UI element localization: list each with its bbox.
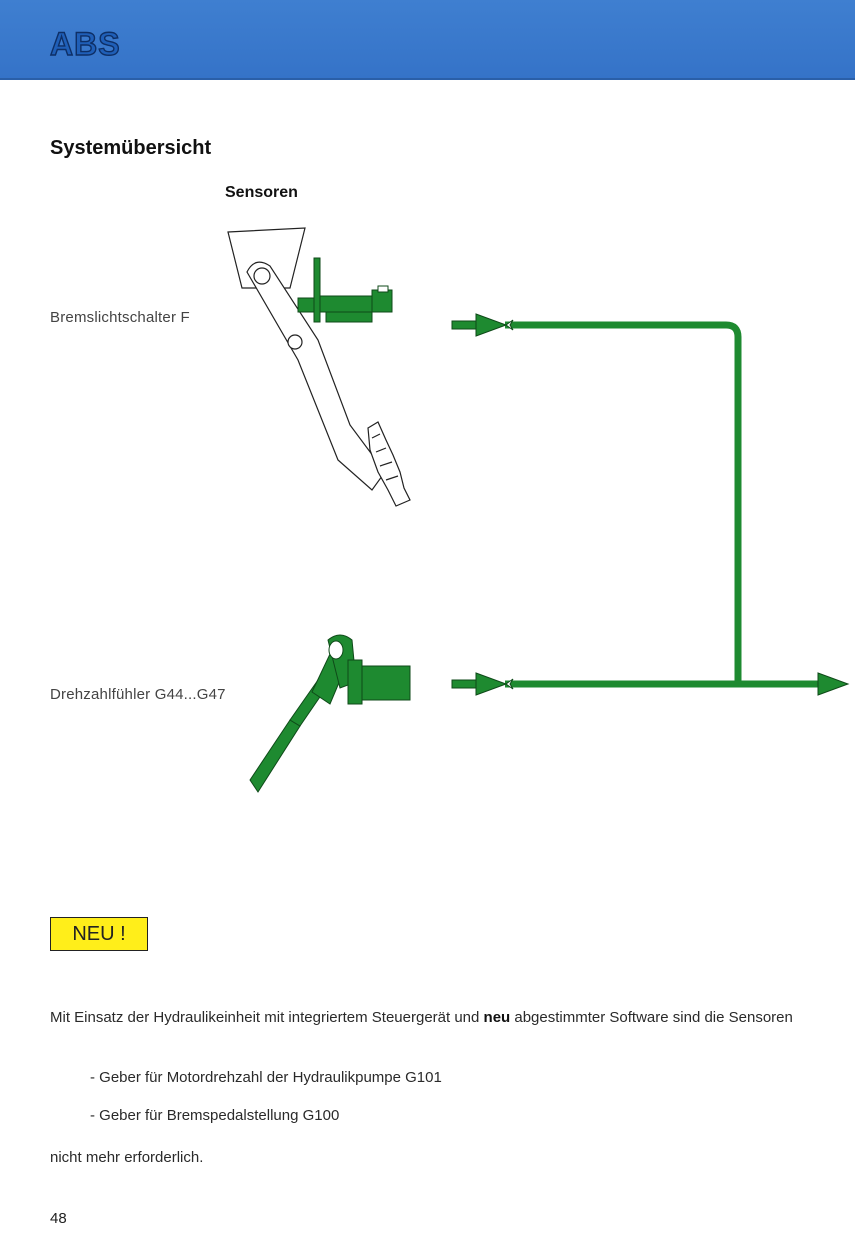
page-number: 48 — [50, 1210, 67, 1227]
section-title: Systemübersicht — [50, 137, 212, 159]
list-item: - Geber für Bremspedalstellung G100 — [90, 1107, 340, 1124]
closing-text: nicht mehr erforderlich. — [50, 1149, 204, 1166]
arrow-icon-output — [818, 673, 848, 695]
brake-light-switch-label: Bremslichtschalter F — [50, 309, 190, 326]
arrow-icon-speed — [452, 673, 513, 695]
list-item: - Geber für Motordrehzahl der Hydraulikpumpe G101 — [90, 1069, 442, 1086]
para-text-2: abgestimmter Software sind die Sensoren — [510, 1009, 793, 1026]
header-title: ABS — [50, 26, 121, 62]
wheel-speed-sensor-icon — [250, 635, 410, 792]
arrow-icon-brake — [452, 314, 513, 336]
body-paragraph — [50, 1008, 810, 1028]
header-band — [0, 0, 855, 78]
sensors-title: Sensoren — [225, 184, 298, 201]
header-rule — [0, 78, 855, 80]
system-overview-diagram — [0, 210, 855, 810]
signal-lines — [505, 325, 822, 684]
brake-light-switch-icon — [298, 258, 392, 322]
new-badge: NEU ! — [50, 917, 148, 951]
para-bold-text: neu — [483, 1009, 511, 1026]
speed-sensor-label: Drehzahlfühler G44...G47 — [50, 686, 226, 703]
para-text-1: Mit Einsatz der Hydraulikeinheit mit integriertem Steuergerät und — [50, 1009, 484, 1026]
